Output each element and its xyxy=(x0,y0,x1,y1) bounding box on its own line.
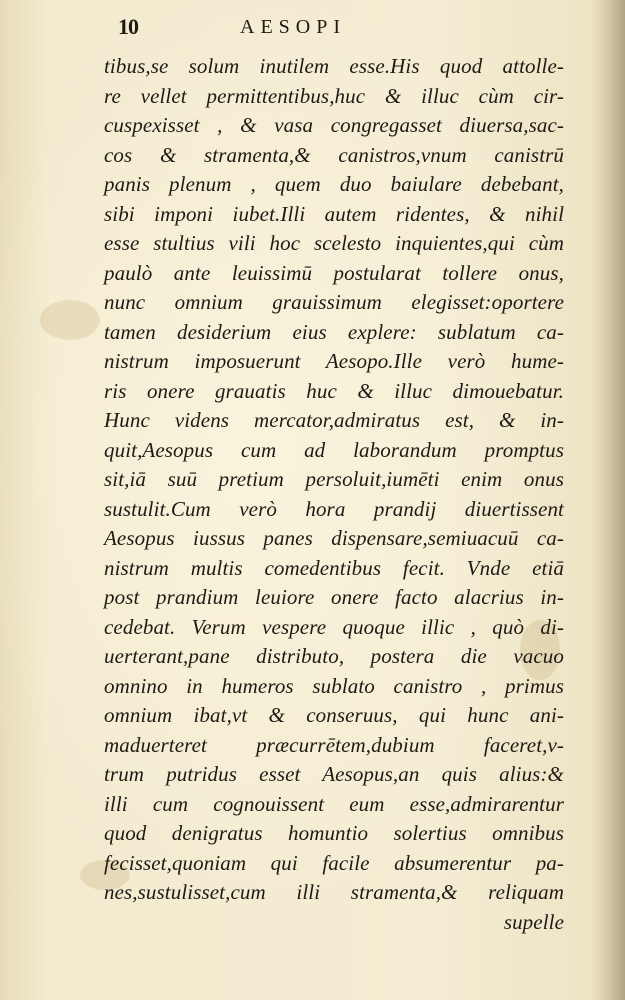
text-line: post prandium leuiore onere facto alacrius in- xyxy=(104,585,564,609)
text-line: maduerteret præcurrētem,dubium faceret,v- xyxy=(104,732,564,757)
text-block xyxy=(104,52,564,937)
text-line: cuspexisset , & vasa congregasset diuersa,sac- xyxy=(104,113,564,137)
text-line: tamen desiderium eius explere: sublatum ca- xyxy=(104,319,564,344)
page-number: 10 xyxy=(118,14,138,39)
text-line: ris onere grauatis huc & illuc dimouebatur. xyxy=(104,378,564,403)
text-line: quod denigratus homuntio solertius omnibus xyxy=(104,821,564,845)
text-line: Aesopus iussus panes dispensare,semiuacuū ca- xyxy=(104,526,564,550)
text-line: Hunc videns mercator,admiratus est, & in- xyxy=(104,408,564,432)
text-line: sibi imponi iubet.Illi autem ridentes, & nihil xyxy=(104,201,564,226)
page-header xyxy=(118,14,578,44)
text-line: esse stultius vili hoc scelesto inquientes,qui cùm xyxy=(104,231,564,255)
text-line: nunc omnium grauissimum elegisset:oportere xyxy=(104,290,564,314)
text-line: trum putridus esset Aesopus,an quis alius:& xyxy=(104,762,564,786)
text-line: quit,Aesopus cum ad laborandum promptus xyxy=(104,437,564,462)
text-line: paulò ante leuissimū postularat tollere onus, xyxy=(104,260,564,285)
running-head: AESOPI xyxy=(240,16,347,38)
text-line: sustulit.Cum verò hora prandij diuertissent xyxy=(104,496,564,521)
text-line: nistrum imposuerunt Aesopo.Ille verò hume- xyxy=(104,349,564,373)
text-line: cedebat. Verum vespere quoque illic , quò di- xyxy=(104,614,564,639)
text-line: illi cum cognouissent eum esse,admirarentur xyxy=(104,791,564,816)
text-line: panis plenum , quem duo baiulare debebant, xyxy=(104,172,564,196)
catchword: supelle xyxy=(503,909,564,934)
paper-stain xyxy=(40,300,100,340)
text-line: uerterant,pane distributo, postera die vacuo xyxy=(104,644,564,668)
text-line: fecisset,quoniam qui facile absumerentur pa- xyxy=(104,850,564,875)
text-line: tibus,se solum inutilem esse.His quod attolle- xyxy=(104,54,564,78)
text-line: omnium ibat,vt & conseruus, qui hunc ani- xyxy=(104,703,564,727)
text-line: nistrum multis comedentibus fecit. Vnde etiā xyxy=(104,555,564,580)
text-line: cos & stramenta,& canistros,vnum canistrū xyxy=(104,142,564,167)
page-gutter-shadow xyxy=(591,0,625,1000)
text-line: re vellet permittentibus,huc & illuc cùm cir- xyxy=(104,83,564,108)
text-line: sit,iā suū pretium persoluit,iumēti enim onus xyxy=(104,467,564,491)
text-line: omnino in humeros sublato canistro , primus xyxy=(104,673,564,698)
text-line: nes,sustulisset,cum illi stramenta,& reliquam xyxy=(104,880,564,904)
